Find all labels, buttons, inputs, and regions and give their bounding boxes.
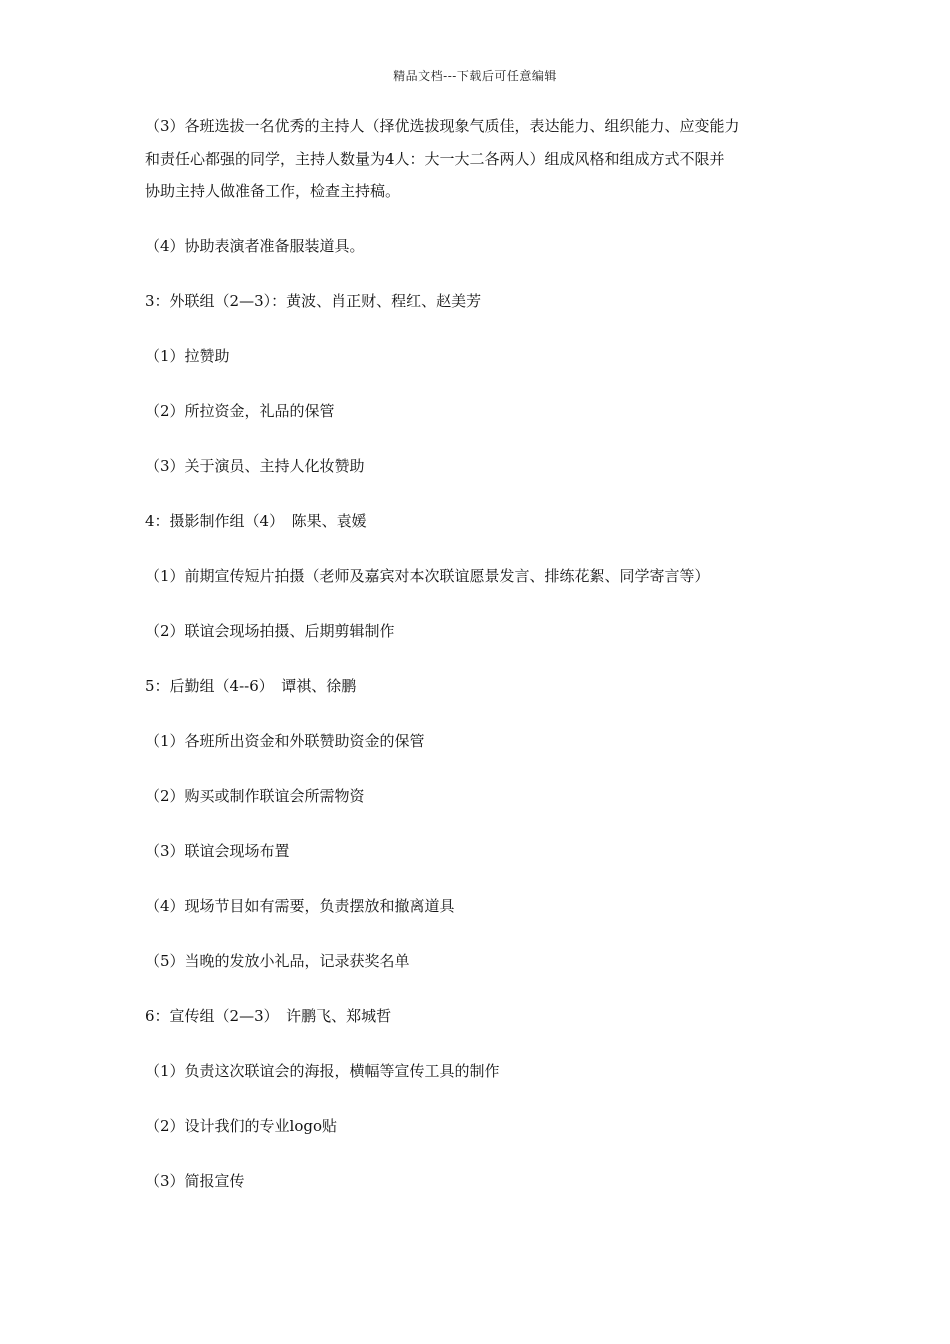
- body-line: 和责任心都强的同学，主持人数量为4人：大一大二各两人）组成风格和组成方式不限并: [145, 150, 725, 168]
- section-heading: 6：宣传组（2—3） 许鹏飞、郑城哲: [145, 1007, 392, 1025]
- body-line: （5）当晚的发放小礼品，记录获奖名单: [145, 952, 410, 970]
- body-line: （4）现场节目如有需要，负责摆放和撤离道具: [145, 897, 455, 915]
- body-line: （1）各班所出资金和外联赞助资金的保管: [145, 732, 425, 750]
- body-line: （1）负责这次联谊会的海报，横幅等宣传工具的制作: [145, 1062, 500, 1080]
- section-heading: 5：后勤组（4--6） 谭祺、徐鹏: [145, 677, 357, 695]
- body-line: （2）联谊会现场拍摄、后期剪辑制作: [145, 622, 395, 640]
- body-line: （3）联谊会现场布置: [145, 842, 290, 860]
- body-line: （2）设计我们的专业logo贴: [145, 1117, 338, 1135]
- section-heading: 3：外联组（2—3）：黄波、肖正财、程红、赵美芳: [145, 292, 482, 310]
- page-header: 精品文档---下载后可任意编辑: [393, 69, 557, 83]
- body-line: （3）简报宣传: [145, 1172, 245, 1190]
- body-line: （1）前期宣传短片拍摄（老师及嘉宾对本次联谊愿景发言、排练花絮、同学寄言等）: [145, 567, 710, 585]
- body-line: （3）关于演员、主持人化妆赞助: [145, 457, 365, 475]
- body-line: （2）购买或制作联谊会所需物资: [145, 787, 365, 805]
- body-line: （3）各班选拔一名优秀的主持人（择优选拔现象气质佳，表达能力、组织能力、应变能力: [145, 117, 740, 135]
- body-line: 协助主持人做准备工作，检查主持稿。: [145, 182, 401, 200]
- section-heading: 4：摄影制作组（4） 陈果、袁媛: [145, 512, 367, 530]
- body-line: （1）拉赞助: [145, 347, 230, 365]
- body-line: （2）所拉资金，礼品的保管: [145, 402, 335, 420]
- body-line: （4）协助表演者准备服装道具。: [145, 237, 365, 255]
